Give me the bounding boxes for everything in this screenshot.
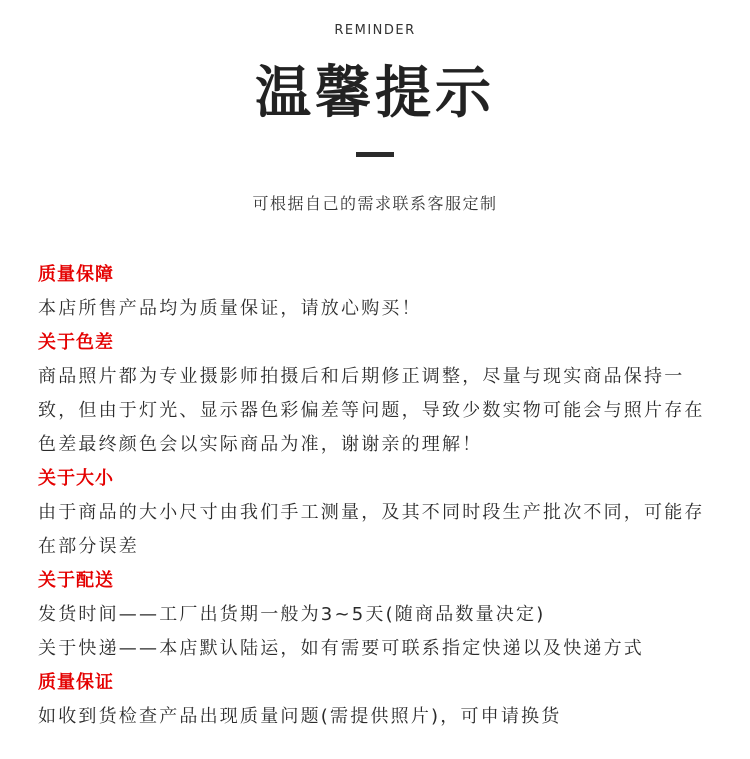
page-title: 温馨提示 — [255, 61, 495, 126]
section-heading-quality-guarantee: 质量保证 — [38, 672, 114, 693]
reminder-kicker: REMINDER — [334, 23, 416, 38]
section-body-delivery-time: 发货时间——工厂出货期一般为3~5天(随商品数量决定) — [38, 604, 546, 625]
notice-content — [38, 258, 718, 734]
section-heading-delivery: 关于配送 — [38, 570, 114, 591]
section-body-quality-assurance: 本店所售产品均为质量保证，请放心购买！ — [38, 298, 422, 319]
section-body-quality-guarantee: 如收到货检查产品出现质量问题(需提供照片)，可申请换货 — [38, 706, 562, 727]
section-heading-color-difference: 关于色差 — [38, 332, 114, 353]
title-divider — [356, 152, 394, 157]
section-heading-size: 关于大小 — [38, 468, 114, 489]
page-subtitle: 可根据自己的需求联系客服定制 — [252, 194, 498, 213]
section-body-delivery-courier: 关于快递——本店默认陆运，如有需要可联系指定快递以及快递方式 — [38, 638, 644, 659]
section-body-color-difference: 商品照片都为专业摄影师拍摄后和后期修正调整，尽量与现实商品保持一致，但由于灯光、显示器色彩偏差等问题，导致少数实物可能会与照片存在色差最终颜色会以实际商品为准，谢谢亲的理解！ — [38, 366, 705, 455]
section-body-size: 由于商品的大小尺寸由我们手工测量，及其不同时段生产批次不同，可能存在部分误差 — [38, 502, 705, 557]
section-heading-quality-assurance: 质量保障 — [38, 264, 114, 285]
